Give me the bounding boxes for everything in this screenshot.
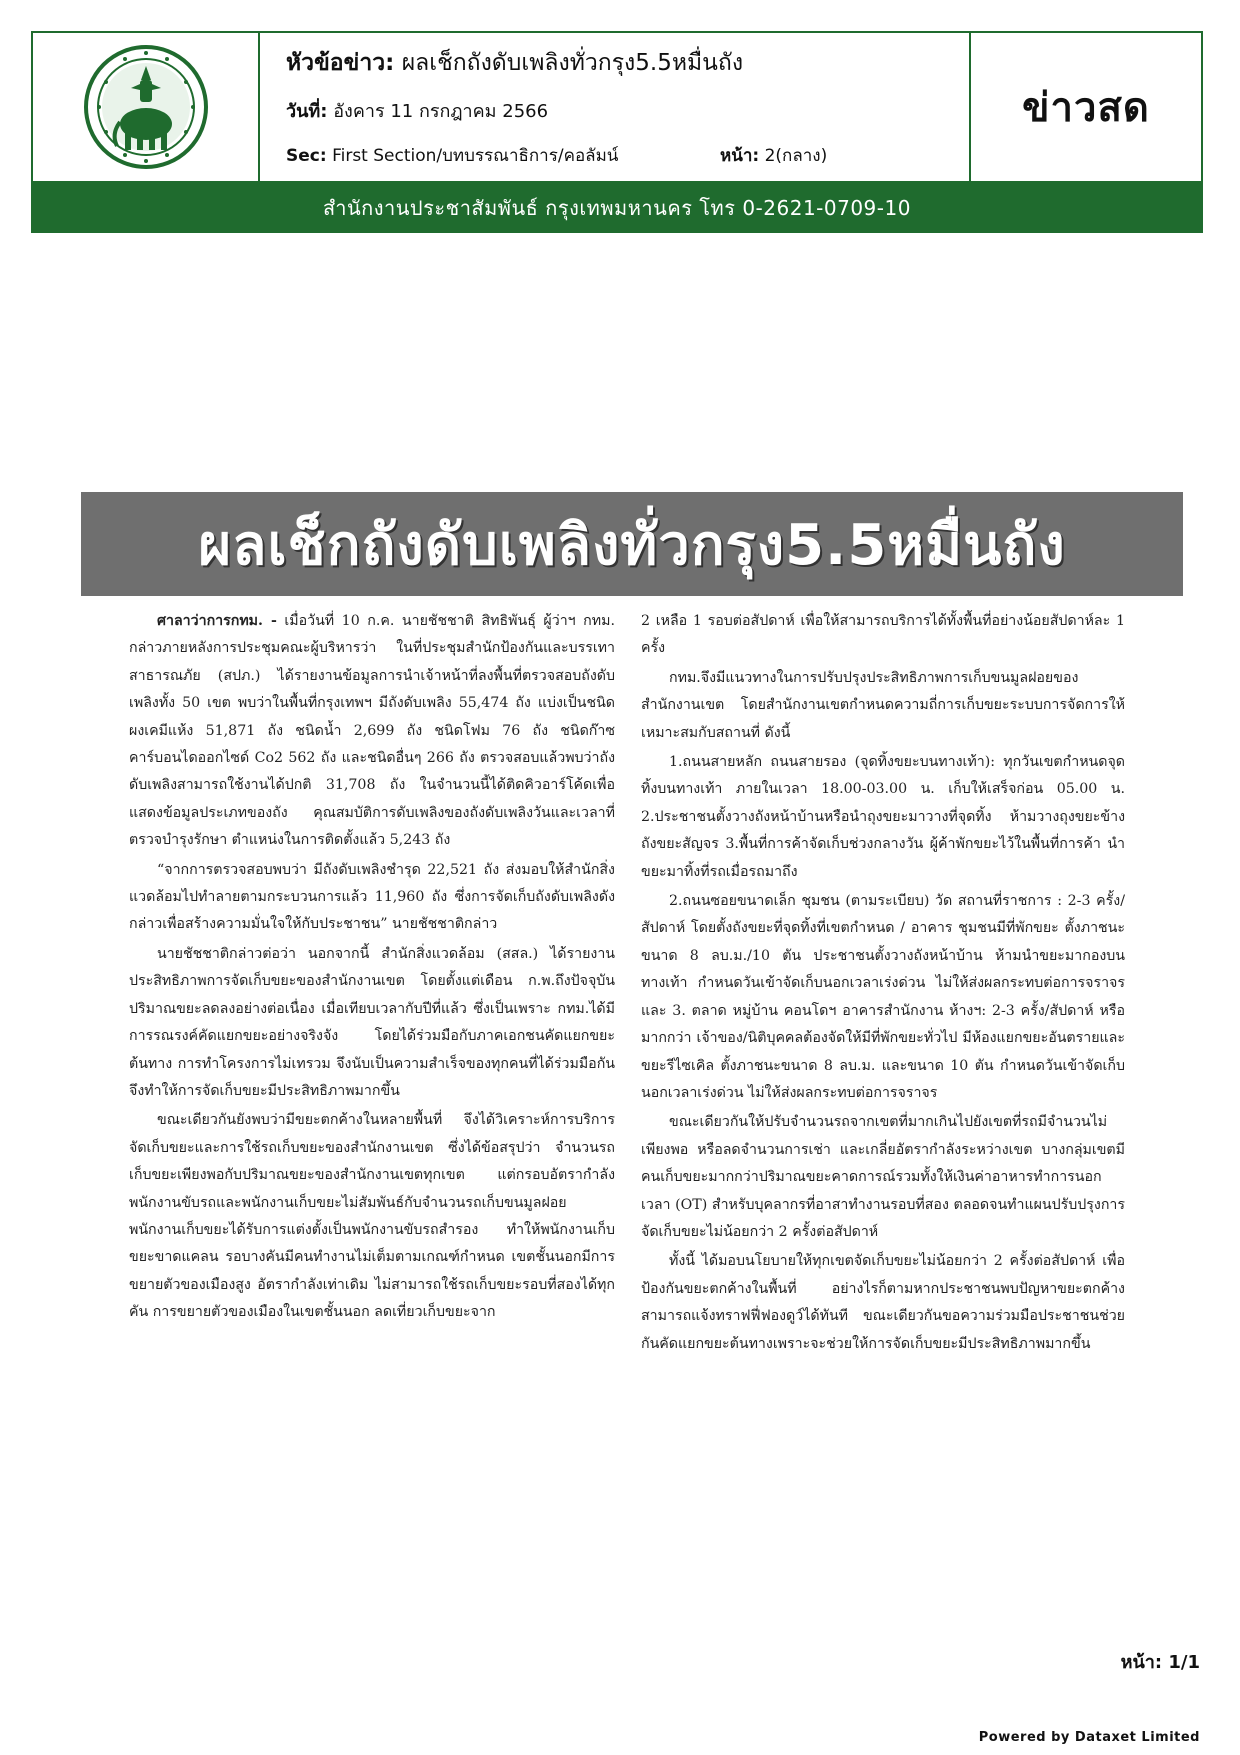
article-paragraph: “จากการตรวจสอบพบว่า มีถังดับเพลิงชำรุด 22,521 ถัง ส่งมอบให้สำนักสิ่งแวดล้อมไปทำลายตามกระบวนการแล้ว 11,960 ถัง ซึ่งการจัดเก็บถังดับเพลิงดังกล่าวเพื่อสร้างความมั่นใจให้กับประชาชน” นายชัชชาติกล่าว (129, 861, 615, 933)
bma-seal-icon (81, 42, 211, 172)
pr-office-banner: สำนักงานประชาสัมพันธ์ กรุงเทพมหานคร โทร 0-2621-0709-10 (31, 183, 1203, 233)
powered-by: Powered by Dataxet Limited (978, 1730, 1200, 1745)
article-paragraph: กทม.จึงมีแนวทางในการปรับปรุงประสิทธิภาพการเก็บขนมูลฝอยของสำนักงานเขต โดยสำนักงานเขตกำหนดความถี่การเก็บขยะระบบการจัดการให้เหมาะสมกับสถานที่ ดังนี้ (641, 669, 1125, 741)
date-label: วันที่: (286, 101, 328, 122)
logo-cell (33, 33, 260, 181)
headline-label: หัวข้อข่าว: (286, 50, 395, 76)
paragraph-text: เมื่อวันที่ 10 ก.ค. นายชัชชาติ สิทธิพันธุ์ ผู้ว่าฯ กทม. กล่าวภายหลังการประชุมคณะผู้บริหารว่า ในที่ประชุมสำนักป้องกันและบรรเทาสาธารณภัย (สปภ.) ได้รายงานข้อมูลการนำเจ้าหน้าที่ลงพื้นที่ตรวจสอบถังดับเพลิงทั้ง 50 เขต พบว่าในพื้นที่กรุงเทพฯ มีถังดับเพลิง 55,474 ถัง แบ่งเป็นชนิด ผงเคมีแห้ง 51,871 ถัง ชนิดน้ำ 2,699 ถัง ชนิดโฟม 76 ถัง ชนิดก๊าซคาร์บอนไดออกไซด์ Co2 562 ถัง และชนิดอื่นๆ 266 ถัง ตรวจสอบแล้วพบว่าถังดับเพลิงสามารถใช้งานได้ปกติ 31,708 ถัง ในจำนวนนี้ได้ติดคิวอาร์โค้ดเพื่อแสดงข้อมูลประเภทของถัง คุณสมบัติการดับเพลิงของถังดับเพลิงวันและเวลาที่ตรวจบำรุงรักษา ตำแหน่งในการติดตั้งแล้ว 5,243 ถัง (129, 613, 615, 849)
date-value: อังคาร 11 กรกฎาคม 2566 (333, 101, 549, 122)
section-label: Sec: (286, 146, 327, 166)
article-column-right (641, 608, 1125, 1360)
article-paragraph: ขณะเดียวกันยังพบว่ามีขยะตกค้างในหลายพื้นที่ จึงได้วิเคราะห์การบริการจัดเก็บขยะและการใช้รถเก็บขยะของสำนักงานเขต ซึ่งได้ข้อสรุปว่า จำนวนรถเก็บขยะเพียงพอกับปริมาณขยะของสำนักงานเขตทุกเขต แต่กรอบอัตรากำลังพนักงานขับรถและพนักงานเก็บขยะไม่สัมพันธ์กับจำนวนรถเก็บขนมูลฝอย พนักงานเก็บขยะได้รับการแต่งตั้งเป็นพนักงานขับรถสำรอง ทำให้พนักงานเก็บขยะขาดแคลน รอบางคันมีคนทำงานไม่เต็มตามเกณฑ์กำหนด เขตชั้นนอกมีการขยายตัวของเมืองสูง อัตรากำลังเท่าเดิม ไม่สามารถใช้รถเก็บขยะรอบที่สองได้ทุกคัน การขยายตัวของเมืองในเขตชั้นนอก ลดเที่ยวเก็บขยะจาก (129, 1112, 615, 1321)
article-paragraph: 1.ถนนสายหลัก ถนนสายรอง (จุดทิ้งขยะบนทางเท้า): ทุกวันเขตกำหนดจุดทิ้งบนทางเท้า ภายในเวลา 18.00-03.00 น. เก็บให้เสร็จก่อน 05.00 น. 2.ประชาชนตั้งวางถังหน้าบ้านหรือนำถุงขยะมาวางที่จุดทิ้ง ห้ามวางถุงขยะข้างถังขยะสัญจร 3.พื้นที่การค้าจัดเก็บช่วงกลางวัน ผู้ค้าพักขยะไว้ในพื้นที่การค้า นำขยะมาทิ้งที่รถเมื่อรถมาถึง (641, 754, 1125, 880)
section-row (286, 142, 618, 169)
headline-row (286, 45, 743, 81)
header-info (260, 33, 969, 181)
article-paragraph (129, 608, 615, 855)
page-row (720, 142, 827, 169)
clipping-header (31, 31, 1203, 183)
page-value: 2(กลาง) (764, 146, 828, 166)
article-paragraph: ทั้งนี้ ได้มอบนโยบายให้ทุกเขตจัดเก็บขยะไม่น้อยกว่า 2 ครั้งต่อสัปดาห์ เพื่อป้องกันขยะตกค้างในพื้นที่ อย่างไรก็ตามหากประชาชนพบปัญหาขยะตกค้างสามารถแจ้งทราฟฟี่ฟองดูว์ได้ทันที ขณะเดียวกันขอความร่วมมือประชาชนช่วยกันคัดแยกขยะต้นทางเพราะจะช่วยให้การจัดเก็บขยะมีประสิทธิภาพมากขึ้น (641, 1253, 1125, 1352)
page-label: หน้า: (720, 146, 760, 166)
page-number: หน้า: 1/1 (1120, 1652, 1200, 1673)
dateline: ศาลาว่าการกทม. - (157, 613, 277, 629)
article-title: ผลเช็กถังดับเพลิงทั่วกรุง5.5หมื่นถัง (81, 492, 1183, 596)
article-paragraph: ขณะเดียวกันให้ปรับจำนวนรถจากเขตที่มากเกินไปยังเขตที่รถมีจำนวนไม่เพียงพอ หรือลดจำนวนการเช่า และเกลี่ยอัตรากำลังระหว่างเขต บางกลุ่มเขตมีคนเก็บขยะมากกว่าปริมาณขยะคาดการณ์รวมทั้งให้เงินค่าอาหารทำการนอกเวลา (OT) สำหรับบุคลากรที่อาสาทำงานรอบที่สอง ตลอดจนทำแผนปรับปรุงการจัดเก็บขยะไม่น้อยกว่า 2 ครั้งต่อสัปดาห์ (641, 1114, 1125, 1240)
article-paragraph: 2.ถนนซอยขนาดเล็ก ชุมชน (ตามระเบียบ) วัด สถานที่ราชการ : 2-3 ครั้ง/สัปดาห์ โดยตั้งถังขยะที่จุดทิ้งที่เขตกำหนด / อาคาร ชุมชนมีที่พักขยะ ตั้งภาชนะ ขนาด 8 ลบ.ม./10 ตัน ประชาชนตั้งวางถังหน้าบ้าน ห้ามนำขยะมากองบนทางเท้า กำหนดวันเข้าจัดเก็บนอกเวลาเร่งด่วน ไม่ให้ส่งผลกระทบต่อการจราจร และ 3. ตลาด หมู่บ้าน คอนโดฯ อาคารสำนักงาน ห้างฯ: 2-3 ครั้ง/สัปดาห์ หรือมากกว่า เจ้าของ/นิติบุคคลต้องจัดให้มีที่พักขยะทั่วไป มีห้องแยกขยะอันตรายและขยะรีไซเคิล ตั้งภาชนะขนาด 8 ลบ.ม. และขนาด 10 ตัน กำหนดวันเข้าจัดเก็บนอกเวลาเร่งด่วน ไม่ให้ส่งผลกระทบต่อการจราจร (641, 893, 1125, 1101)
article-column-left (129, 608, 615, 1329)
section-value: First Section/บทบรรณาธิการ/คอลัมน์ (332, 146, 619, 166)
headline-value: ผลเช็กถังดับเพลิงทั่วกรุง5.5หมื่นถัง (401, 50, 744, 76)
date-row (286, 96, 548, 125)
news-type: ข่าวสด (969, 33, 1201, 181)
article-paragraph: 2 เหลือ 1 รอบต่อสัปดาห์ เพื่อให้สามารถบริการได้ทั้งพื้นที่อย่างน้อยสัปดาห์ละ 1 ครั้ง (641, 613, 1125, 657)
article-paragraph: นายชัชชาติกล่าวต่อว่า นอกจากนี้ สำนักสิ่งแวดล้อม (สสล.) ได้รายงานประสิทธิภาพการจัดเก็บขยะของสำนักงานเขต โดยตั้งแต่เดือน ก.พ.ถึงปัจจุบันปริมาณขยะลดลงอย่างต่อเนื่อง เมื่อเทียบเวลากับปีที่แล้ว ซึ่งเป็นเพราะ กทม.ได้มีการรณรงค์คัดแยกขยะอย่างจริงจัง โดยได้ร่วมมือกับภาคเอกชนคัดแยกขยะต้นทาง การทำโครงการไม่เทรวม จึงนับเป็นความสำเร็จของทุกคนที่ได้ร่วมมือกัน จึงทำให้การจัดเก็บขยะมีประสิทธิภาพมากขึ้น (129, 945, 615, 1099)
